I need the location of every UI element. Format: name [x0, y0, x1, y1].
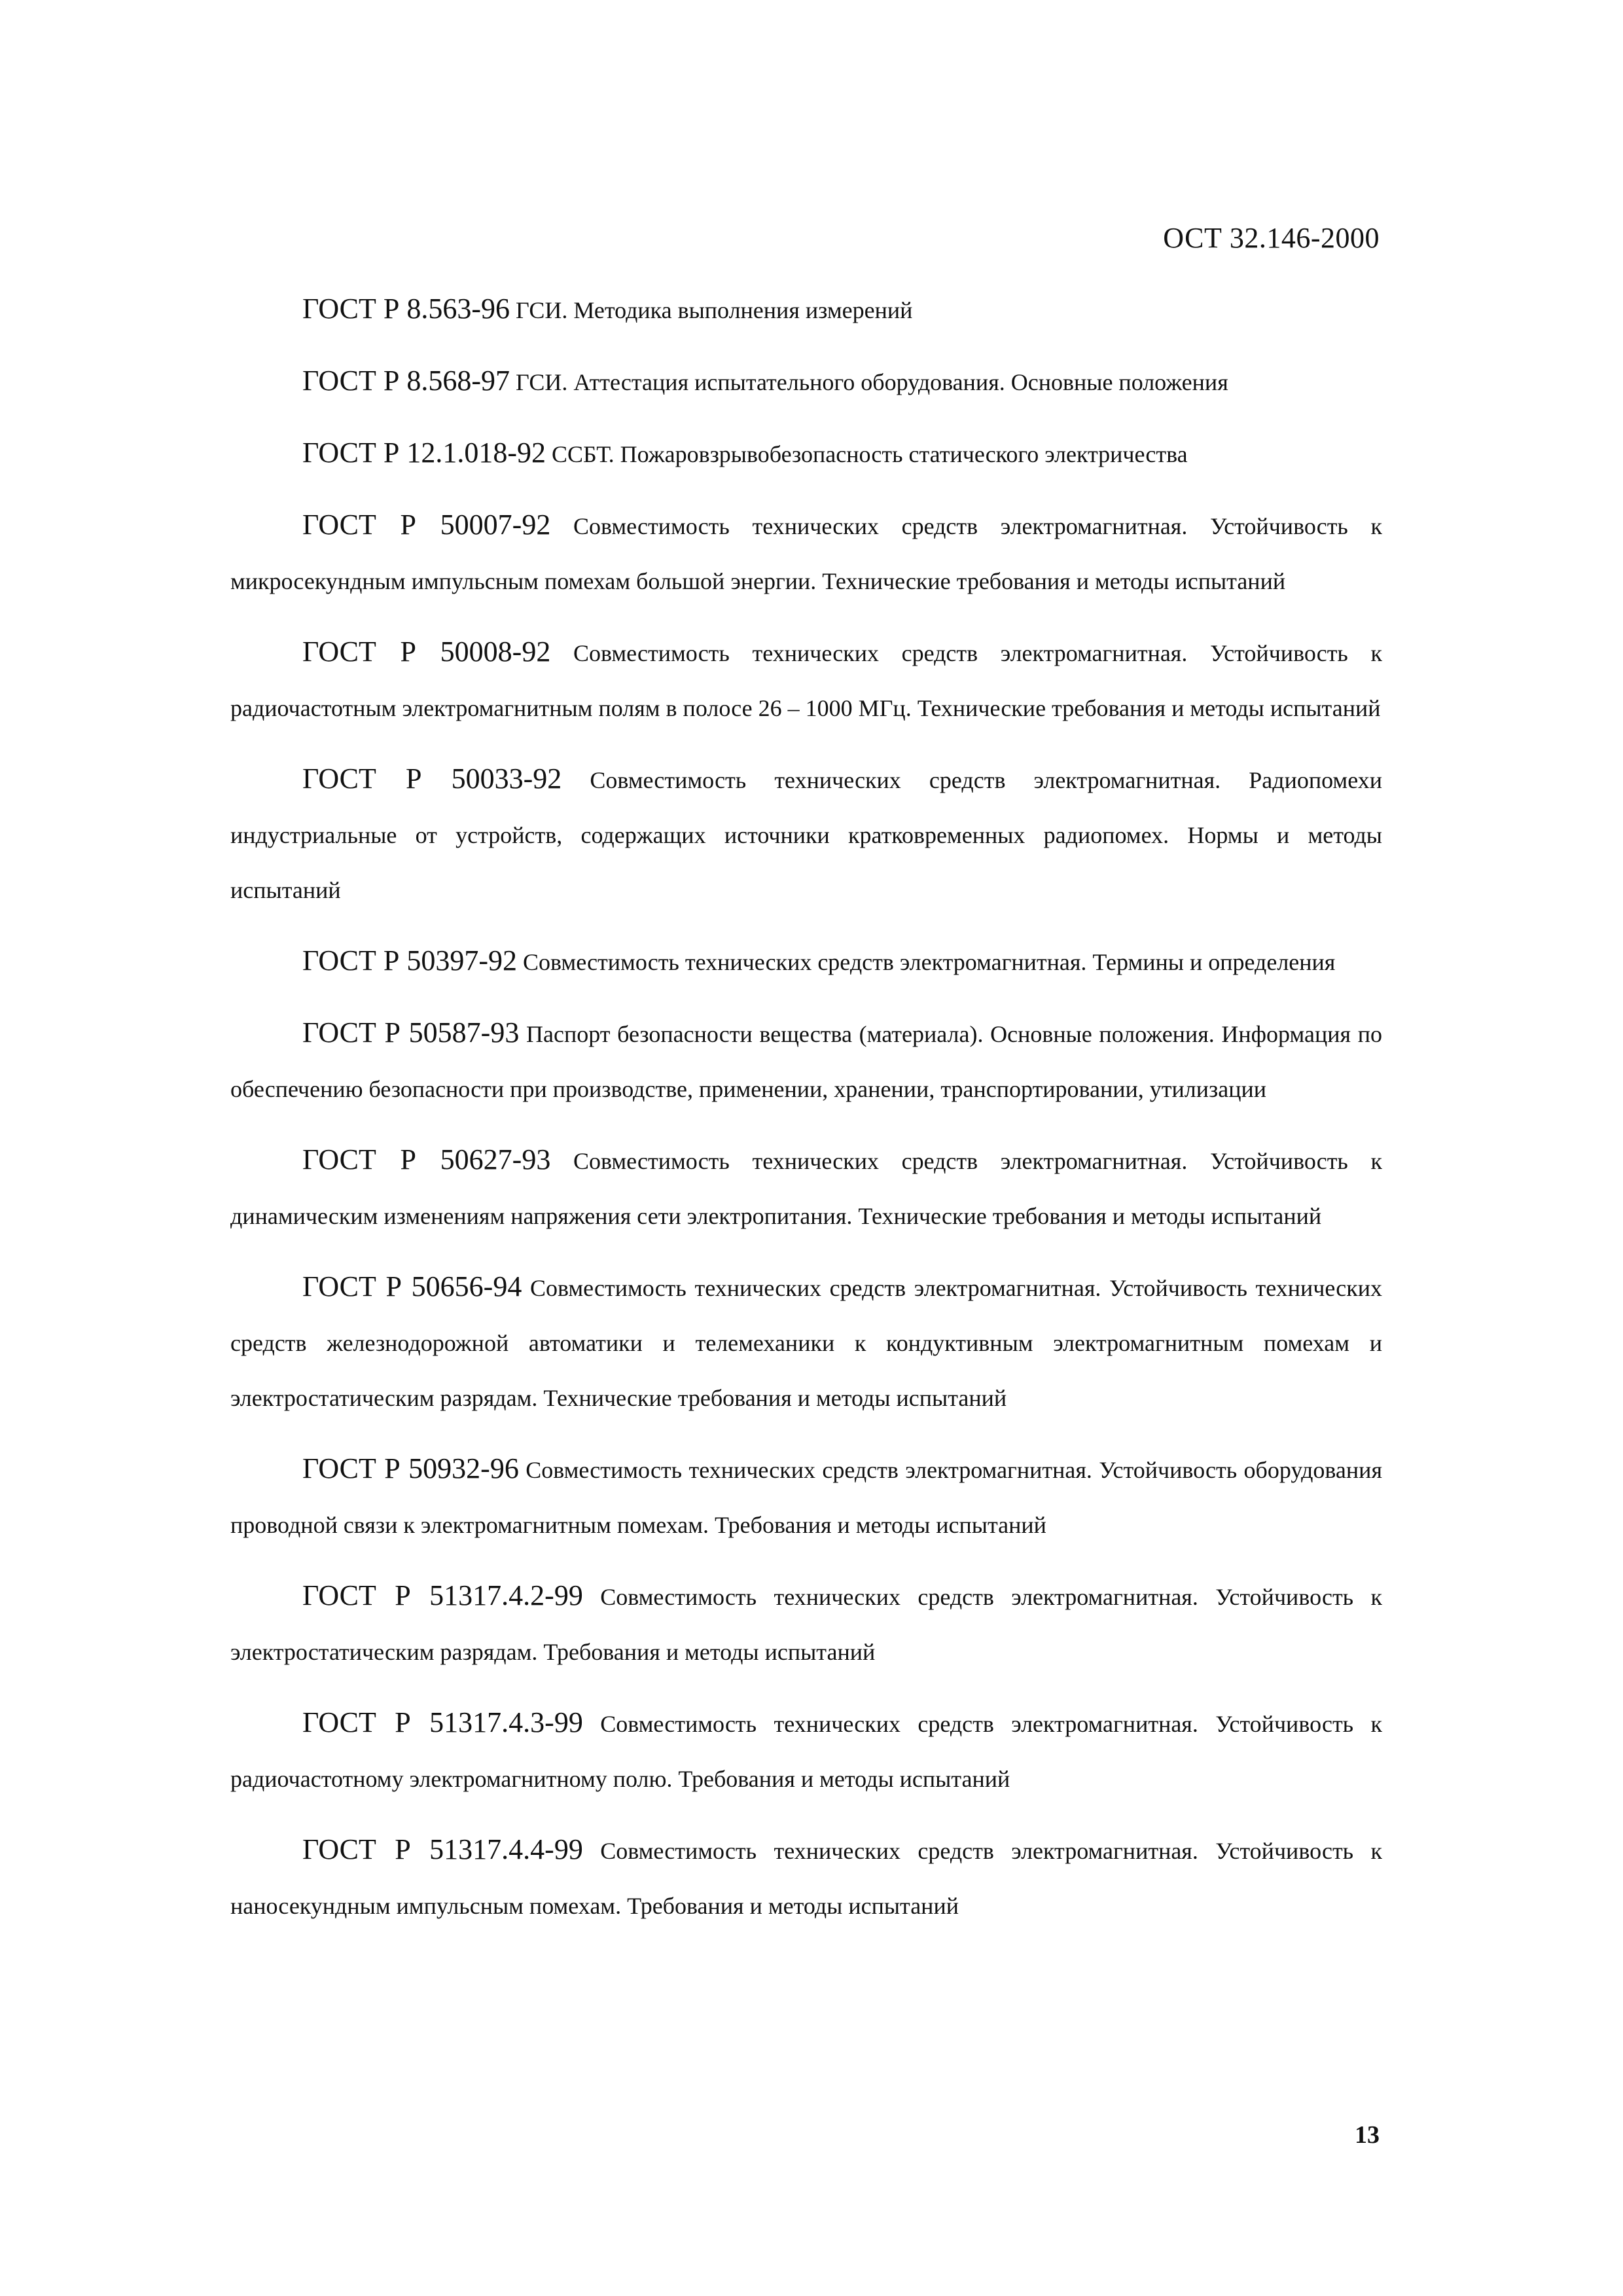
reference-code: ГОСТ Р 50627-93	[302, 1143, 551, 1175]
reference-title: Совместимость технических средств электромагнитная. Устойчивость к радиочастотным электромагнитным полям в полосе 26 – 1000 МГц. Технические требования и методы испытаний	[230, 640, 1382, 721]
reference-code: ГОСТ Р 50033-92	[302, 762, 562, 795]
reference-code: ГОСТ Р 8.568-97	[302, 365, 510, 397]
reference-title: Совместимость технических средств электромагнитная. Устойчивость к радиочастотному электромагнитному полю. Требования и методы испытаний	[230, 1711, 1382, 1792]
reference-code: ГОСТ Р 8.563-96	[302, 293, 510, 325]
page-number: 13	[1355, 2121, 1380, 2149]
reference-code: ГОСТ Р 50397-92	[302, 944, 518, 977]
reference-item	[230, 1132, 1382, 1244]
reference-title: Совместимость технических средств электромагнитная. Устойчивость к микросекундным импульсным помехам большой энергии. Технические требования и методы испытаний	[230, 513, 1382, 594]
reference-item	[230, 624, 1382, 736]
reference-item	[230, 425, 1382, 482]
reference-title: Совместимость технических средств электромагнитная. Радиопомехи индустриальные от устройств, содержащих источники кратковременных радиопомех. Нормы и методы испытаний	[230, 767, 1382, 903]
reference-code: ГОСТ Р 51317.4.2-99	[302, 1579, 583, 1611]
reference-code: ГОСТ Р 50656-94	[302, 1270, 522, 1302]
reference-title: ССБТ. Пожаровзрывобезопасность статического электричества	[552, 441, 1188, 467]
reference-code: ГОСТ Р 51317.4.4-99	[302, 1833, 583, 1865]
reference-item	[230, 1005, 1382, 1117]
reference-code: ГОСТ Р 12.1.018-92	[302, 437, 546, 469]
reference-code: ГОСТ Р 51317.4.3-99	[302, 1706, 583, 1738]
reference-title: Совместимость технических средств электромагнитная. Устойчивость к наносекундным импульсным помехам. Требования и методы испытаний	[230, 1838, 1382, 1919]
reference-title: Совместимость технических средств электромагнитная. Устойчивость к динамическим изменениям напряжения сети электропитания. Технические требования и методы испытаний	[230, 1148, 1382, 1229]
reference-item	[230, 497, 1382, 609]
reference-item	[230, 1568, 1382, 1679]
reference-title: ГСИ. Методика выполнения измерений	[516, 297, 913, 323]
reference-item	[230, 281, 1382, 338]
reference-title: Совместимость технических средств электромагнитная. Устойчивость оборудования проводной связи к электромагнитным помехам. Требования и методы испытаний	[230, 1457, 1383, 1538]
reference-code: ГОСТ Р 50008-92	[302, 636, 551, 668]
reference-item	[230, 1259, 1382, 1426]
reference-title: Паспорт безопасности вещества (материала). Основные положения. Информация по обеспечению безопасности при производстве, применении, хранении, транспортировании, утилизации	[230, 1021, 1382, 1102]
reference-item	[230, 933, 1382, 990]
reference-code: ГОСТ Р 50007-92	[302, 509, 551, 541]
reference-title: Совместимость технических средств электромагнитная. Устойчивость технических средств железнодорожной автоматики и телемеханики к кондуктивным электромагнитным помехам и электростатическим разрядам. Технические требования и методы испытаний	[230, 1275, 1383, 1411]
reference-code: ГОСТ Р 50932-96	[302, 1452, 519, 1484]
reference-title: ГСИ. Аттестация испытательного оборудования. Основные положения	[516, 369, 1228, 395]
normative-references-list	[230, 281, 1382, 1949]
reference-title: Совместимость технических средств электромагнитная. Устойчивость к электростатическим разрядам. Требования и методы испытаний	[230, 1584, 1382, 1665]
reference-item	[230, 1695, 1382, 1806]
reference-title: Совместимость технических средств электромагнитная. Термины и определения	[523, 949, 1336, 975]
document-code-header: ОСТ 32.146-2000	[1163, 222, 1380, 254]
reference-item	[230, 353, 1382, 410]
reference-item	[230, 1441, 1382, 1552]
reference-item	[230, 751, 1382, 918]
reference-code: ГОСТ Р 50587-93	[302, 1016, 520, 1049]
reference-item	[230, 1822, 1382, 1933]
